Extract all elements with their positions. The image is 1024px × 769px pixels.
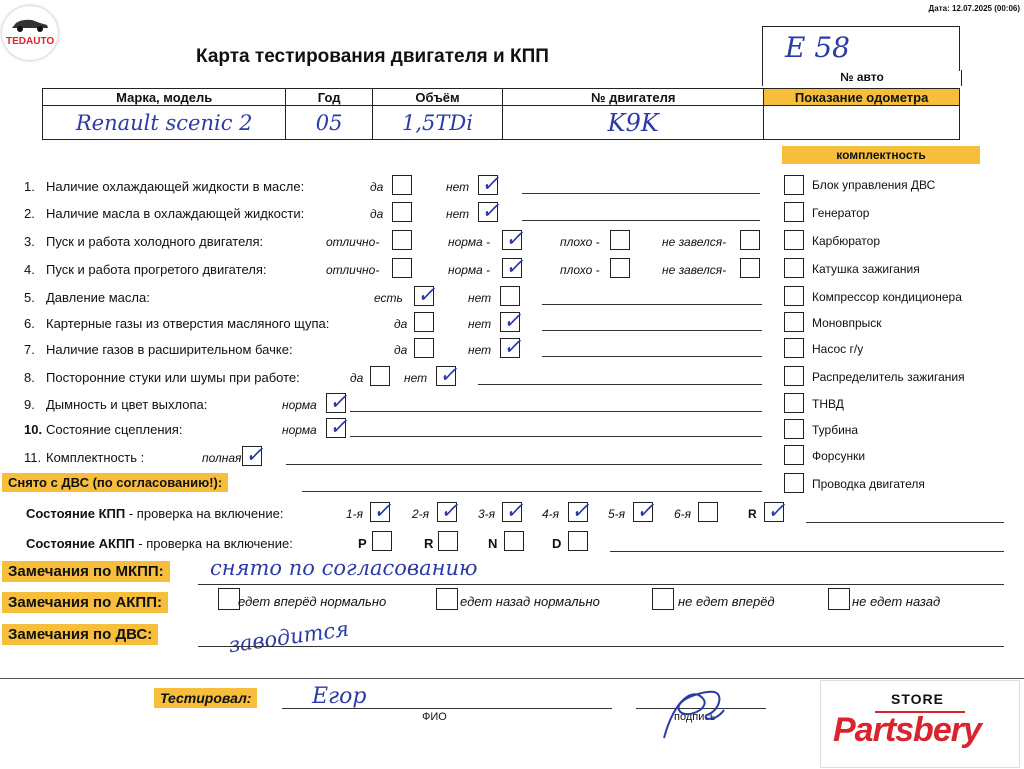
component-label: Генератор xyxy=(812,206,870,220)
remarks-dvs-label: Замечания по ДВС: xyxy=(2,624,158,645)
option-checkbox[interactable] xyxy=(392,230,412,250)
option-label: плохо - xyxy=(560,263,600,277)
option-checkbox[interactable] xyxy=(392,175,412,195)
question-text: Пуск и работа прогретого двигателя: xyxy=(46,262,267,277)
question-text: Состояние сцепления: xyxy=(46,422,183,437)
akpp-remark-label: не едет вперёд xyxy=(678,594,775,609)
check-mark-icon: ✓ xyxy=(245,443,264,468)
check-mark-icon: ✓ xyxy=(481,172,500,197)
check-mark-icon: ✓ xyxy=(440,499,459,524)
check-mark-icon: ✓ xyxy=(505,499,524,524)
option-checkbox[interactable] xyxy=(610,258,630,278)
value-volume: 1,5TDi xyxy=(372,106,502,140)
check-mark-icon: ✓ xyxy=(503,309,522,334)
date-stamp: Дата: 12.07.2025 (00:06) xyxy=(928,4,1020,13)
remarks-mkpp-line xyxy=(198,584,1004,585)
option-label: есть xyxy=(374,291,403,305)
kpp-label-rest: - проверка на включение: xyxy=(125,506,284,521)
component-label: Моновпрыск xyxy=(812,316,882,330)
akpp-remark-label: не едет назад xyxy=(852,594,941,609)
question-number: 2. xyxy=(24,206,35,221)
option-checkbox[interactable] xyxy=(326,390,348,415)
option-label: норма xyxy=(282,423,317,437)
option-label: нет xyxy=(446,180,470,194)
component-checkbox[interactable] xyxy=(784,202,804,222)
option-checkbox[interactable] xyxy=(478,172,500,197)
partsbery-logo-top: STORE xyxy=(891,691,944,707)
check-mark-icon: ✓ xyxy=(417,283,436,308)
answer-line xyxy=(542,330,762,331)
gear-checkbox[interactable] xyxy=(698,502,718,522)
option-checkbox[interactable] xyxy=(610,230,630,250)
akpp-remark-checkbox[interactable] xyxy=(652,588,674,610)
akpp-label: Состояние АКПП xyxy=(26,536,135,551)
question-number: 3. xyxy=(24,234,35,249)
option-label: да xyxy=(370,180,384,194)
option-label: не завелся- xyxy=(662,263,727,277)
value-brand-model: Renault scenic 2 xyxy=(43,106,286,140)
remarks-dvs-value: заводится xyxy=(226,616,351,658)
akpp-row xyxy=(26,536,293,551)
option-label: норма - xyxy=(448,235,491,249)
option-checkbox[interactable] xyxy=(500,335,522,360)
akpp-mode-label: N xyxy=(488,536,498,551)
akpp-remark-checkbox[interactable] xyxy=(218,588,240,610)
option-checkbox[interactable] xyxy=(414,283,436,308)
question-text: Наличие охлаждающей жидкости в масле: xyxy=(46,179,305,194)
kpp-label: Состояние КПП xyxy=(26,506,126,521)
check-mark-icon: ✓ xyxy=(767,499,786,524)
removed-label: Снято с ДВС (по согласованию!): xyxy=(2,473,228,492)
question-number: 6. xyxy=(24,316,35,331)
option-label: отлично- xyxy=(326,235,380,249)
gear-checkbox[interactable] xyxy=(764,499,786,524)
gear-checkbox[interactable] xyxy=(437,499,459,524)
remarks-akpp-label: Замечания по АКПП: xyxy=(2,592,168,613)
option-label: полная xyxy=(202,451,242,465)
check-mark-icon: ✓ xyxy=(503,335,522,360)
gear-label: 5-я xyxy=(608,507,626,521)
value-odometer xyxy=(764,106,960,140)
answer-line xyxy=(286,464,762,465)
partsbery-logo xyxy=(820,680,1020,768)
component-checkbox[interactable] xyxy=(784,175,804,195)
component-checkbox[interactable] xyxy=(784,286,804,306)
check-mark-icon: ✓ xyxy=(636,499,655,524)
tested-line xyxy=(282,708,612,709)
gear-checkbox[interactable] xyxy=(568,499,590,524)
option-label: нет xyxy=(468,291,492,305)
question-number: 5. xyxy=(24,290,35,305)
check-mark-icon: ✓ xyxy=(571,499,590,524)
question-text: Комплектность : xyxy=(46,450,145,465)
auto-number-label: № авто xyxy=(762,70,962,86)
option-checkbox[interactable] xyxy=(242,443,264,468)
gear-label: 3-я xyxy=(478,507,496,521)
fio-label: ФИО xyxy=(422,711,447,723)
gear-checkbox[interactable] xyxy=(502,499,524,524)
remarks-dvs-line xyxy=(198,646,1004,647)
option-checkbox[interactable] xyxy=(502,255,524,280)
component-checkbox[interactable] xyxy=(784,366,804,386)
component-checkbox[interactable] xyxy=(784,230,804,250)
question-text: Дымность и цвет выхлопа: xyxy=(46,397,208,412)
akpp-remark-label: едет назад нормально xyxy=(460,594,600,609)
option-label: не завелся- xyxy=(662,235,727,249)
question-text: Картерные газы из отверстия масляного щупа: xyxy=(46,316,330,331)
car-icon xyxy=(10,16,50,32)
component-label: Проводка двигателя xyxy=(812,477,925,491)
kpp-line xyxy=(806,522,1004,523)
option-checkbox[interactable] xyxy=(478,199,500,224)
auto-number-box xyxy=(762,26,960,71)
component-label: ТНВД xyxy=(812,397,844,411)
page-title: Карта тестирования двигателя и КПП xyxy=(196,46,549,67)
gear-label: 1-я xyxy=(346,507,364,521)
check-mark-icon: ✓ xyxy=(505,255,524,280)
col-brand-model: Марка, модель xyxy=(43,89,286,106)
option-checkbox[interactable] xyxy=(392,258,412,278)
component-label: Карбюратор xyxy=(812,234,881,248)
option-checkbox[interactable] xyxy=(500,286,520,306)
question-number: 11. xyxy=(24,450,42,465)
option-checkbox[interactable] xyxy=(370,366,390,386)
check-mark-icon: ✓ xyxy=(439,363,458,388)
question-text: Посторонние стуки или шумы при работе: xyxy=(46,370,300,385)
odometer-label: Показание одометра xyxy=(764,89,960,106)
removed-line xyxy=(302,491,762,492)
partsbery-logo-main: Partsbery xyxy=(833,711,981,749)
gear-checkbox[interactable] xyxy=(633,499,655,524)
value-year: 05 xyxy=(286,106,372,140)
question-number: 1. xyxy=(24,179,35,194)
component-label: Компрессор кондиционера xyxy=(812,290,962,304)
question-text: Пуск и работа холодного двигателя: xyxy=(46,234,264,249)
component-label: Форсунки xyxy=(812,449,866,463)
akpp-mode-checkbox[interactable] xyxy=(568,531,588,551)
gear-label: 6-я xyxy=(674,507,692,521)
option-label: нет xyxy=(468,343,492,357)
kpp-row xyxy=(26,506,283,521)
component-checkbox[interactable] xyxy=(784,419,804,439)
signature-image xyxy=(654,680,734,750)
option-checkbox[interactable] xyxy=(436,363,458,388)
akpp-remark-checkbox[interactable] xyxy=(436,588,458,610)
option-label: норма xyxy=(282,398,317,412)
component-label: Распределитель зажигания xyxy=(812,370,965,384)
option-label: нет xyxy=(404,371,428,385)
option-label: отлично- xyxy=(326,263,380,277)
completeness-label: комплектность xyxy=(782,146,980,164)
answer-line xyxy=(542,356,762,357)
akpp-mode-label: P xyxy=(358,536,367,551)
option-label: да xyxy=(370,207,384,221)
tedauto-logo xyxy=(2,6,58,60)
check-mark-icon: ✓ xyxy=(373,499,392,524)
question-number: 7. xyxy=(24,342,35,357)
gear-label: 4-я xyxy=(542,507,560,521)
akpp-label-rest: - проверка на включение: xyxy=(134,536,293,551)
remarks-dvs-line-2 xyxy=(0,678,1024,679)
check-mark-icon: ✓ xyxy=(481,199,500,224)
component-label: Турбина xyxy=(812,423,859,437)
remarks-mkpp-label: Замечания по МКПП: xyxy=(2,561,170,582)
component-checkbox[interactable] xyxy=(784,445,804,465)
option-label: нет xyxy=(446,207,470,221)
component-label: Катушка зажигания xyxy=(812,262,920,276)
option-label: нет xyxy=(468,317,492,331)
vehicle-header-table xyxy=(42,88,960,140)
akpp-mode-checkbox[interactable] xyxy=(438,531,458,551)
gear-label: R xyxy=(748,507,757,521)
col-volume: Объём xyxy=(372,89,502,106)
option-label: да xyxy=(394,317,408,331)
akpp-mode-label: R xyxy=(424,536,434,551)
component-checkbox[interactable] xyxy=(784,312,804,332)
auto-number-value: E 58 xyxy=(785,31,850,64)
akpp-mode-checkbox[interactable] xyxy=(372,531,392,551)
gear-label: 2-я xyxy=(412,507,430,521)
option-checkbox[interactable] xyxy=(740,230,760,250)
gear-checkbox[interactable] xyxy=(370,499,392,524)
component-label: Насос г/у xyxy=(812,342,864,356)
option-label: да xyxy=(350,371,364,385)
tested-value: Егор xyxy=(312,684,367,709)
question-text: Наличие газов в расширительном бачке: xyxy=(46,342,293,357)
component-label: Блок управления ДВС xyxy=(812,178,936,192)
option-checkbox[interactable] xyxy=(414,338,434,358)
component-checkbox[interactable] xyxy=(784,338,804,358)
question-number: 9. xyxy=(24,397,35,412)
answer-line xyxy=(522,220,760,221)
option-checkbox[interactable] xyxy=(326,415,348,440)
question-number: 4. xyxy=(24,262,35,277)
signature-label: подпись xyxy=(674,711,716,723)
answer-line xyxy=(522,193,760,194)
akpp-remark-checkbox[interactable] xyxy=(828,588,850,610)
option-label: да xyxy=(394,343,408,357)
akpp-mode-checkbox[interactable] xyxy=(504,531,524,551)
option-label: плохо - xyxy=(560,235,600,249)
akpp-line xyxy=(610,551,1004,552)
col-year: Год xyxy=(286,89,372,106)
option-label: норма - xyxy=(448,263,491,277)
component-checkbox[interactable] xyxy=(784,258,804,278)
question-number: 8. xyxy=(24,370,35,385)
akpp-mode-label: D xyxy=(552,536,562,551)
check-mark-icon: ✓ xyxy=(329,390,348,415)
answer-line xyxy=(478,384,762,385)
akpp-remark-label: едет вперёд нормально xyxy=(238,594,387,609)
option-checkbox[interactable] xyxy=(502,227,524,252)
tedauto-logo-text: TEDAUTO xyxy=(6,36,55,47)
remarks-mkpp-value: снято по согласованию xyxy=(210,556,478,580)
component-checkbox[interactable] xyxy=(784,393,804,413)
option-checkbox[interactable] xyxy=(392,202,412,222)
question-text: Наличие масла в охлаждающей жидкости: xyxy=(46,206,305,221)
answer-line xyxy=(350,436,762,437)
check-mark-icon: ✓ xyxy=(505,227,524,252)
component-checkbox[interactable] xyxy=(784,473,804,493)
question-number: 10. xyxy=(24,422,43,437)
option-checkbox[interactable] xyxy=(414,312,434,332)
option-checkbox[interactable] xyxy=(500,309,522,334)
col-engine-number: № двигателя xyxy=(503,89,764,106)
value-engine-number: K9K xyxy=(503,106,764,140)
option-checkbox[interactable] xyxy=(740,258,760,278)
check-mark-icon: ✓ xyxy=(329,415,348,440)
question-text: Давление масла: xyxy=(46,290,150,305)
answer-line xyxy=(542,304,762,305)
answer-line xyxy=(350,411,762,412)
tested-label: Тестировал: xyxy=(154,688,257,708)
